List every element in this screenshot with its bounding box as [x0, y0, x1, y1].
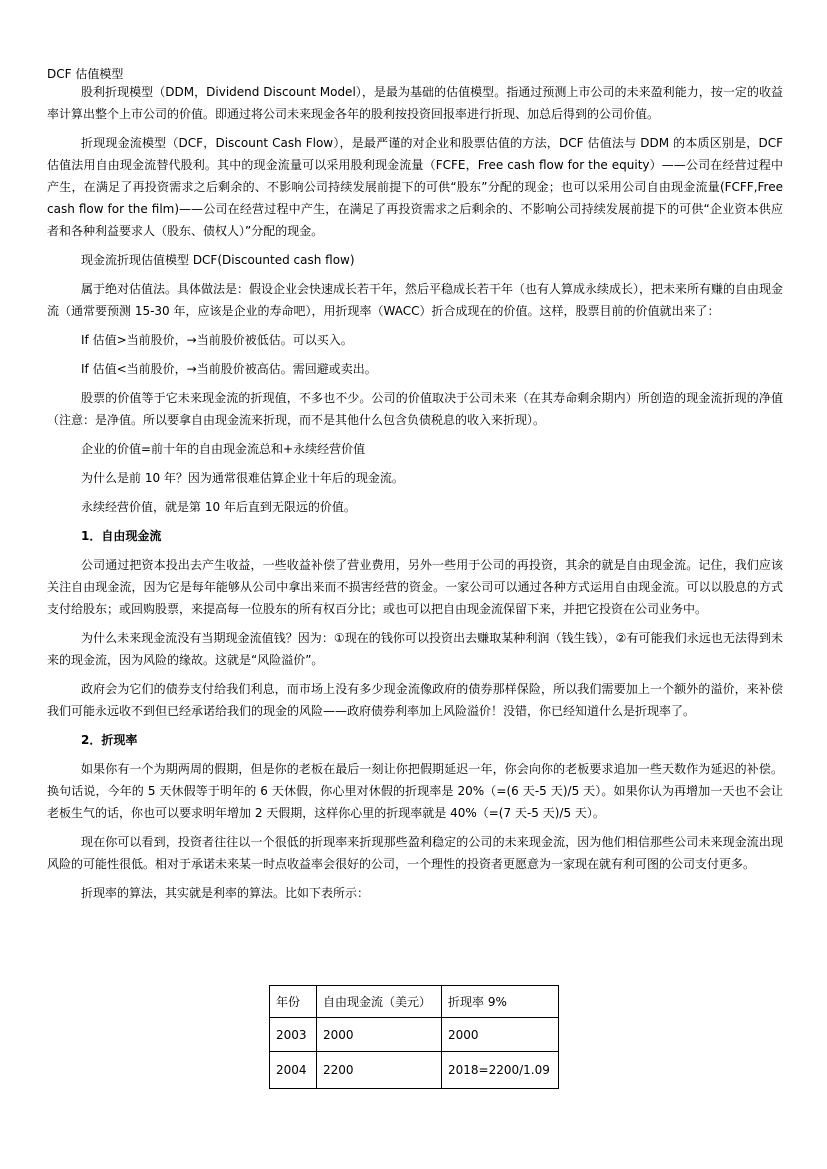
paragraph-dcf: 折现现金流模型（DCF，Discount Cash Flow），是最严谨的对企业和股票估值的方法，DCF 估值法与 DDM 的本质区别是，DCF 估值法用自由现金流替代股利。其中的现金流量可以采用股利现金流量（FCFE，Free cash flow for the equity）——公司在经营过程中产生，在满足了再投资需求之后剩余的、不影响公司持续发展前提下的可供“股东”分配的现金；也可以采用公司自由现金流量(FCFF,Free cash flow for the film)——公司在经营过程中产生，在满足了再投资需求之后剩余的、不影响公司持续发展前提下的可供“企业资本供应者和各种利益要求人（股东、债权人）”分配的现金。: [47, 136, 783, 238]
paragraph-why-ten-years: 为什么是前 10 年？因为通常很难估算企业十年后的现金流。: [81, 471, 404, 485]
header-year: 年份: [270, 986, 317, 1018]
paragraph-perpetual: 永续经营价值，就是第 10 年后直到无限远的价值。: [81, 500, 356, 514]
table-cell: 2000: [317, 1018, 442, 1052]
document-title: DCF 估值模型: [47, 67, 124, 81]
discount-table-wrapper: [269, 985, 559, 1089]
paragraph-dcf-title: 现金流折现估值模型 DCF(Discounted cash flow): [81, 253, 355, 267]
table-cell: 2004: [270, 1052, 317, 1089]
table-cell: 2018=2200/1.09: [442, 1052, 559, 1089]
paragraph-risk-premium: 政府会为它们的债券支付给我们利息，而市场上没有多少现金流像政府的债券那样保险，所以我们需要加上一个额外的溢价，来补偿我们可能永远收不到但已经承诺给我们的现金的风险——政府债券利率加上风险溢价！没错，你已经知道什么是折现率了。: [47, 682, 783, 718]
paragraph-table-intro: 折现率的算法，其实就是利率的算法。比如下表所示：: [81, 886, 370, 900]
heading-discount-rate: 2．折现率: [81, 733, 138, 747]
table-row: [270, 1052, 559, 1089]
header-discount-rate: 折现率 9%: [442, 986, 559, 1018]
document-body: [47, 81, 783, 911]
paragraph-ddm: 股利折现模型（DDM，Dividend Discount Model），是最为基础的估值模型。指通过预测上市公司的未来盈利能力，按一定的收益率计算出整个上市公司的价值。即通过将公司未来现金各年的股利按投资回报率进行折现、加总后得到的公司价值。: [47, 85, 783, 121]
header-free-cash-flow: 自由现金流（美元）: [317, 986, 442, 1018]
table-row: [270, 1018, 559, 1052]
table-cell: 2200: [317, 1052, 442, 1089]
paragraph-if-buy: If 估值>当前股价，→当前股价被低估。可以买入。: [81, 333, 353, 347]
paragraph-vacation: 如果你有一个为期两周的假期，但是你的老板在最后一刻让你把假期延迟一年，你会向你的老板要求追加一些天数作为延迟的补偿。换句话说，今年的 5 天休假等于明年的 6 天休假，你心里对休假的折现率是 20%（=(6 天-5 天)/5 天）。如果你认为再增加一天也不会让老板生气的话，你也可以要求明年增加 2 天假期，这样你心里的折现率就是 40%（=(7 天-5 天)/5 天）。: [47, 762, 783, 820]
paragraph-free-cash-flow: 公司通过把资本投出去产生收益，一些收益补偿了营业费用，另外一些用于公司的再投资，其余的就是自由现金流。记住，我们应该关注自由现金流，因为它是每年能够从公司中拿出来而不损害经营的资金。一家公司可以通过各种方式运用自由现金流。可以以股息的方式支付给股东；或回购股票，来提高每一位股东的所有权百分比；或也可以把自由现金流保留下来，并把它投资在公司业务中。: [47, 558, 783, 616]
table-header-row: [270, 986, 559, 1018]
heading-free-cash-flow: 1．自由现金流: [81, 529, 162, 543]
table-cell: 2003: [270, 1018, 317, 1052]
paragraph-stock-value: 股票的价值等于它未来现金流的折现值，不多也不少。公司的价值取决于公司未来（在其寿命剩余期内）所创造的现金流折现的净值（注意：是净值。所以要拿自由现金流来折现，而不是其他什么包含负债税息的收入来折现）。: [47, 391, 783, 427]
paragraph-method: 属于绝对估值法。具体做法是：假设企业会快速成长若干年，然后平稳成长若干年（也有人算成永续成长），把未来所有赚的自由现金流（通常要预测 15-30 年，应该是企业的寿命吧），用折现率（WACC）折合成现在的价值。这样，股票目前的价值就出来了：: [47, 282, 784, 318]
paragraph-future-cash: 为什么未来现金流没有当期现金流值钱？因为：①现在的钱你可以投资出去赚取某种利润（钱生钱），②有可能我们永远也无法得到未来的现金流，因为风险的缘故。这就是“风险溢价”。: [47, 631, 783, 667]
discount-table: [269, 985, 559, 1089]
paragraph-investors: 现在你可以看到，投资者往往以一个很低的折现率来折现那些盈利稳定的公司的未来现金流，因为他们相信那些公司未来现金流出现风险的可能性很低。相对于承诺未来某一时点收益率会很好的公司，一个理性的投资者更愿意为一家现在就有利可图的公司支付更多。: [47, 835, 783, 871]
paragraph-enterprise-value: 企业的价值=前十年的自由现金流总和+永续经营价值: [81, 442, 366, 456]
paragraph-if-sell: If 估值<当前股价，→当前股价被高估。需回避或卖出。: [81, 362, 377, 376]
table-cell: 2000: [442, 1018, 559, 1052]
